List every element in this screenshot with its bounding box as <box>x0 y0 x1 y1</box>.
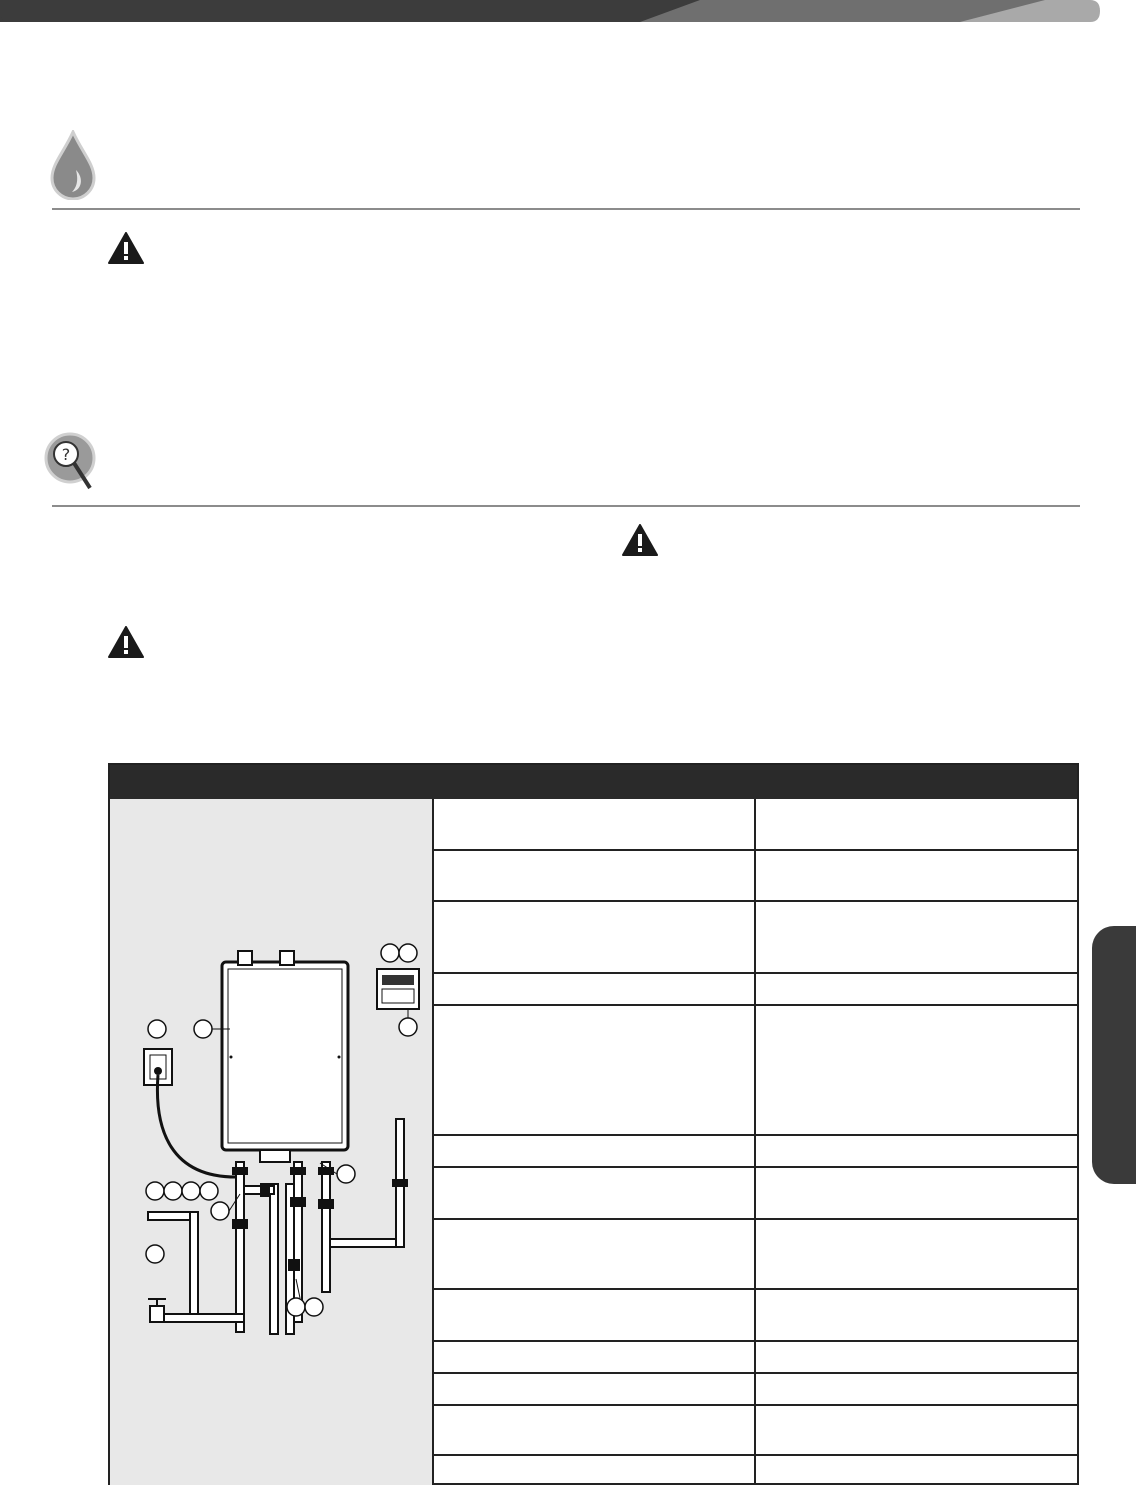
table-cell-component <box>434 1168 756 1218</box>
table-cell-text <box>434 1220 754 1228</box>
table-cell-component <box>434 1406 756 1454</box>
table-cell-description <box>756 1290 1079 1340</box>
warning-triangle-icon <box>622 524 658 556</box>
table-cell-text <box>434 1290 754 1298</box>
table-cell-text <box>756 1456 1079 1464</box>
table-row <box>434 1290 1079 1342</box>
table-cell-description <box>756 1374 1079 1404</box>
table-cell-description <box>756 1168 1079 1218</box>
table-row <box>434 974 1079 1006</box>
table-cell-text <box>756 1220 1079 1228</box>
table-row <box>434 1456 1079 1485</box>
table-cell-text <box>434 1006 754 1014</box>
table-cell-component <box>434 1374 756 1404</box>
table-cell-text <box>756 1374 1079 1382</box>
table-cell-text <box>756 851 1079 859</box>
table-cell-component <box>434 1342 756 1372</box>
table-cell-text <box>434 902 754 910</box>
table-cell-component <box>434 851 756 900</box>
warning-triangle-icon <box>108 626 144 658</box>
table-cell-text <box>434 1456 754 1464</box>
table-cell-description <box>756 1220 1079 1288</box>
table-row <box>434 1342 1079 1374</box>
table-cell-component <box>434 1456 756 1485</box>
table-cell-text <box>756 1406 1079 1414</box>
table-cell-text <box>434 799 754 807</box>
table-cell-component <box>434 799 756 849</box>
table-cell-text <box>434 1168 754 1176</box>
table-cell-text <box>756 1006 1079 1014</box>
svg-text:?: ? <box>61 445 71 464</box>
table-cell-text <box>756 799 1079 807</box>
section-rule-water <box>52 208 1080 210</box>
table-row <box>434 1006 1079 1136</box>
top-banner <box>0 0 1100 22</box>
table-cell-description <box>756 1342 1079 1372</box>
magnifier-question-icon <box>44 432 100 492</box>
table-row <box>434 799 1079 851</box>
table-cell-text <box>756 1168 1079 1176</box>
installation-diagram-panel <box>110 799 434 1485</box>
table-cell-description <box>756 1136 1079 1166</box>
table-cell-component <box>434 974 756 1004</box>
table-cell-component <box>434 1006 756 1134</box>
table-cell-description <box>756 1406 1079 1454</box>
table-row <box>434 1220 1079 1290</box>
table-cell-component <box>434 1136 756 1166</box>
table-cell-text <box>756 902 1079 910</box>
water-heater-installation-diagram <box>110 799 432 1485</box>
table-cell-description <box>756 1456 1079 1485</box>
table-cell-text <box>434 1406 754 1414</box>
table-row <box>434 902 1079 974</box>
table-cell-description <box>756 902 1079 972</box>
components-table <box>108 763 1079 1485</box>
table-cell-component <box>434 1220 756 1288</box>
table-cell-text <box>434 1342 754 1350</box>
table-row <box>434 851 1079 902</box>
table-cell-description <box>756 851 1079 900</box>
table-cell-description <box>756 799 1079 849</box>
warning-triangle-icon <box>108 232 144 264</box>
table-cell-text <box>756 1290 1079 1298</box>
table-cell-component <box>434 1290 756 1340</box>
table-row <box>434 1136 1079 1168</box>
table-cell-text <box>756 1136 1079 1144</box>
table-header <box>110 765 1077 799</box>
table-cell-text <box>434 851 754 859</box>
chapter-side-tab <box>1092 926 1136 1184</box>
table-cell-description <box>756 974 1079 1004</box>
table-row <box>434 1374 1079 1406</box>
table-cell-text <box>434 1136 754 1144</box>
table-cell-text <box>756 1342 1079 1350</box>
table-cell-text <box>434 1374 754 1382</box>
water-drop-icon <box>46 130 100 200</box>
table-cell-description <box>756 1006 1079 1134</box>
table-cell-component <box>434 902 756 972</box>
table-cell-text <box>756 974 1079 982</box>
table-row <box>434 1168 1079 1220</box>
section-rule-help <box>52 505 1080 507</box>
table-row <box>434 1406 1079 1456</box>
table-cell-text <box>434 974 754 982</box>
